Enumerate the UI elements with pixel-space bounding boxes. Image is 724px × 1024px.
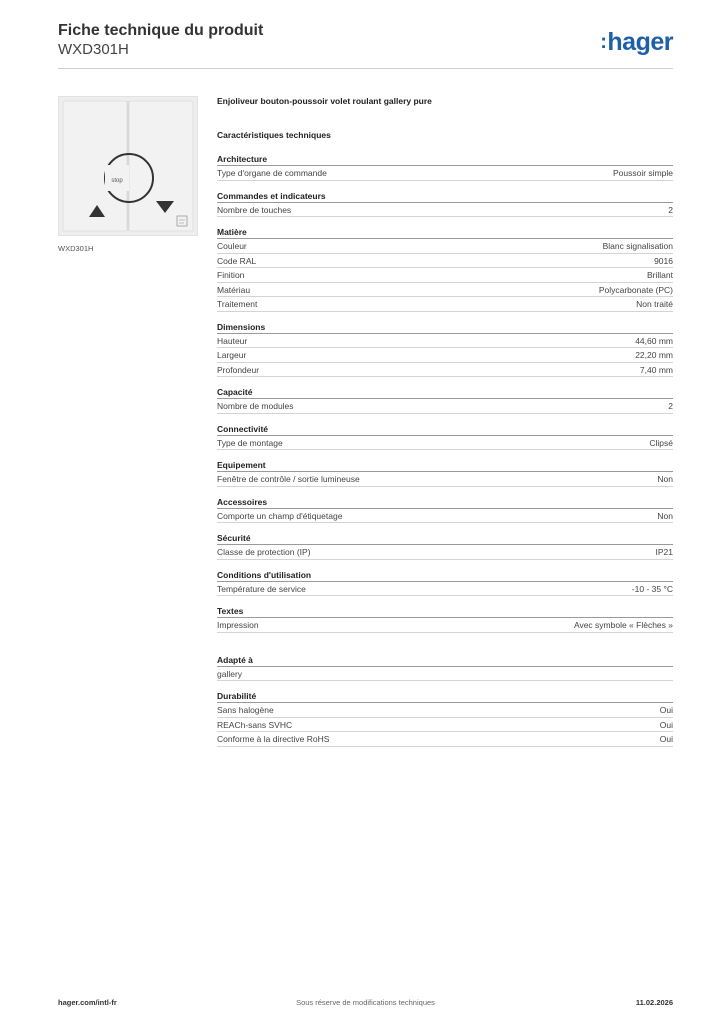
spec-value: 22,20 mm bbox=[635, 350, 673, 360]
footer-date: 11.02.2026 bbox=[635, 998, 673, 1007]
spec-value: Non traité bbox=[636, 299, 673, 309]
spec-row bbox=[217, 703, 673, 718]
brand-name: hager bbox=[607, 28, 673, 56]
product-reference: WXD301H bbox=[58, 41, 129, 58]
spec-row bbox=[217, 348, 673, 363]
spec-group bbox=[217, 655, 673, 682]
spec-label: Comporte un champ d'étiquetage bbox=[217, 510, 343, 521]
spec-row bbox=[217, 472, 673, 487]
spec-label: Température de service bbox=[217, 583, 306, 594]
spec-group bbox=[217, 424, 673, 451]
spec-value: Non bbox=[657, 474, 673, 484]
spec-label: Nombre de modules bbox=[217, 401, 294, 411]
spec-row bbox=[217, 582, 673, 597]
spec-row bbox=[217, 509, 673, 524]
image-caption: WXD301H bbox=[58, 244, 94, 253]
spec-value: 7,40 mm bbox=[639, 364, 673, 375]
spec-row bbox=[217, 436, 673, 451]
spec-label: gallery bbox=[217, 668, 243, 679]
spec-row bbox=[217, 618, 673, 633]
spec-group-title: Equipement bbox=[217, 460, 673, 472]
product-image bbox=[58, 96, 198, 236]
spec-label: Conforme à la directive RoHS bbox=[217, 734, 330, 744]
spec-group bbox=[217, 570, 673, 597]
spec-group-title: Sécurité bbox=[217, 533, 673, 545]
spec-value: -10 - 35 °C bbox=[631, 583, 673, 594]
spec-group-title: Dimensions bbox=[217, 322, 673, 334]
spec-row bbox=[217, 545, 673, 560]
spec-label: Classe de protection (IP) bbox=[217, 547, 311, 557]
spec-group-title: Commandes et indicateurs bbox=[217, 191, 673, 203]
footer-website[interactable]: hager.com/intl-fr bbox=[58, 998, 117, 1007]
spec-label: Profondeur bbox=[217, 364, 260, 375]
spec-value: Polycarbonate (PC) bbox=[598, 284, 673, 295]
spec-group-title: Conditions d'utilisation bbox=[217, 570, 673, 582]
spec-row bbox=[217, 254, 673, 269]
spec-value: Oui bbox=[659, 734, 673, 744]
spec-group bbox=[217, 533, 673, 560]
header-divider bbox=[58, 68, 673, 69]
product-name: Enjoliveur bouton-poussoir volet roulant gallery pure bbox=[217, 96, 432, 106]
spec-label: Fenêtre de contrôle / sortie lumineuse bbox=[217, 474, 360, 484]
spec-value: Poussoir simple bbox=[613, 168, 673, 178]
spec-value: Non bbox=[657, 510, 673, 521]
spec-group bbox=[217, 154, 673, 181]
spec-group-title: Connectivité bbox=[217, 424, 673, 436]
hager-logo bbox=[600, 28, 673, 57]
spec-row bbox=[217, 363, 673, 378]
spec-row bbox=[217, 239, 673, 254]
spec-value: Blanc signalisation bbox=[602, 241, 673, 251]
spec-label: Code RAL bbox=[217, 255, 257, 266]
spec-row bbox=[217, 334, 673, 349]
spec-group bbox=[217, 191, 673, 218]
spec-group-title: Adapté à bbox=[217, 655, 673, 667]
spec-row bbox=[217, 283, 673, 298]
spec-group bbox=[217, 322, 673, 378]
spec-row bbox=[217, 399, 673, 414]
page-title: Fiche technique du produit bbox=[58, 22, 264, 39]
spec-group-title: Textes bbox=[217, 606, 673, 618]
spec-group bbox=[217, 227, 673, 312]
spec-value: Brillant bbox=[647, 270, 673, 280]
spec-row bbox=[217, 268, 673, 283]
spec-value: IP21 bbox=[655, 547, 673, 557]
spec-value: 2 bbox=[668, 401, 673, 411]
spec-label: Matériau bbox=[217, 284, 251, 295]
spec-label: Traitement bbox=[217, 299, 258, 309]
spec-value: 44,60 mm bbox=[635, 335, 673, 346]
spec-value: Oui bbox=[659, 705, 673, 715]
spec-label: Hauteur bbox=[217, 335, 248, 346]
spec-value: 9016 bbox=[654, 255, 673, 266]
spec-label: Largeur bbox=[217, 350, 247, 360]
spec-group-title: Capacité bbox=[217, 387, 673, 399]
spec-group-title: Durabilité bbox=[217, 691, 673, 703]
spec-row bbox=[217, 732, 673, 747]
spec-row bbox=[217, 203, 673, 218]
spec-value: Clipsé bbox=[649, 437, 673, 448]
spec-group bbox=[217, 460, 673, 487]
stop-label: stop bbox=[111, 178, 123, 184]
spec-label: Type d'organe de commande bbox=[217, 168, 327, 178]
footer-notice: Sous réserve de modifications techniques bbox=[296, 998, 435, 1007]
spec-group bbox=[217, 387, 673, 414]
spec-label: Nombre de touches bbox=[217, 204, 292, 215]
spec-groups bbox=[217, 154, 673, 747]
spec-label: Impression bbox=[217, 620, 259, 630]
spec-label: Type de montage bbox=[217, 437, 283, 448]
spec-label: REACh-sans SVHC bbox=[217, 719, 293, 730]
specifications bbox=[217, 96, 673, 747]
spec-row bbox=[217, 718, 673, 733]
spec-group-title: Matière bbox=[217, 227, 673, 239]
spec-group-title: Architecture bbox=[217, 154, 673, 166]
spec-label: Sans halogène bbox=[217, 705, 274, 715]
spec-label: Couleur bbox=[217, 241, 247, 251]
spec-value: Avec symbole « Flèches » bbox=[573, 620, 673, 630]
page-header bbox=[58, 21, 673, 69]
spec-label: Finition bbox=[217, 270, 245, 280]
shutter-switch-illustration bbox=[59, 97, 197, 235]
spec-value: 2 bbox=[668, 204, 673, 215]
spec-row bbox=[217, 297, 673, 312]
spec-row bbox=[217, 166, 673, 181]
spec-group bbox=[217, 691, 673, 747]
logo-dots-icon: : bbox=[600, 31, 607, 53]
spec-row bbox=[217, 667, 673, 682]
spec-value: Oui bbox=[659, 719, 673, 730]
spec-group bbox=[217, 497, 673, 524]
spec-group-title: Accessoires bbox=[217, 497, 673, 509]
specs-heading: Caractéristiques techniques bbox=[217, 130, 331, 140]
spec-group bbox=[217, 606, 673, 633]
